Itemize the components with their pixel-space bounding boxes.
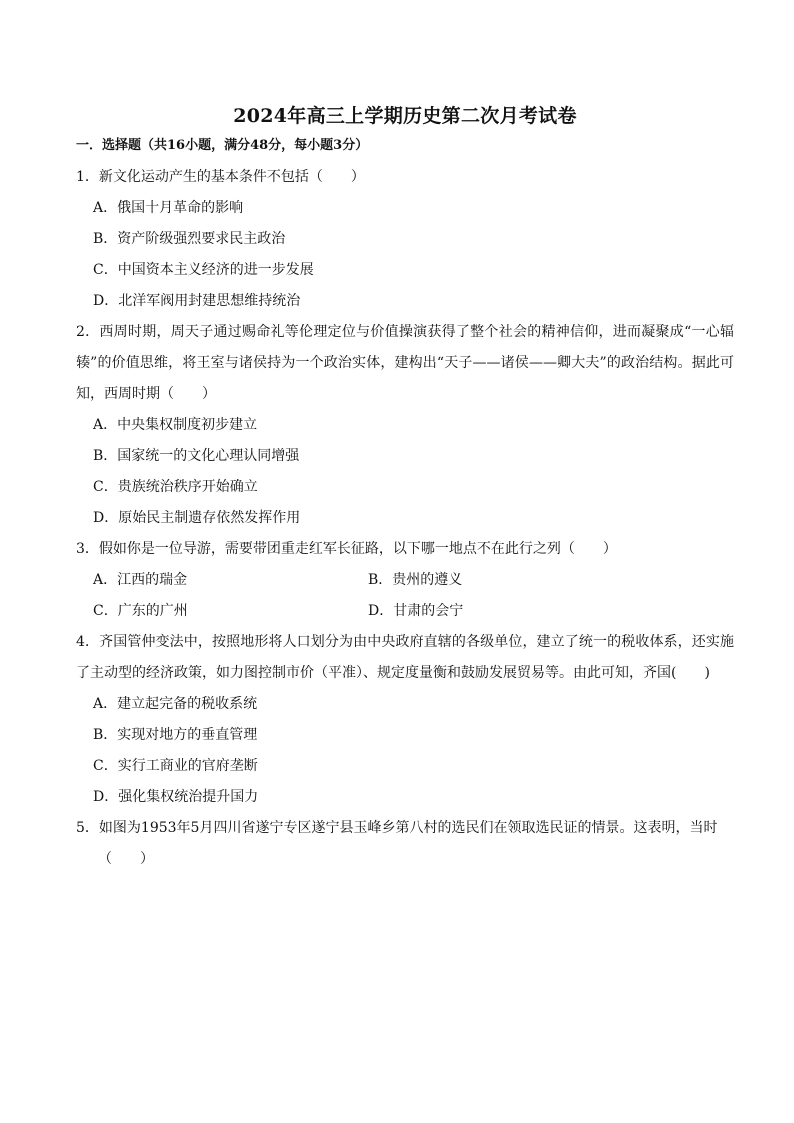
option-row: [93, 596, 734, 627]
option-d: D．原始民主制遗存依然发挥作用: [93, 510, 301, 526]
option-list: [93, 193, 734, 317]
question-stem: 4．齐国管仲变法中，按照地形将人口划分为由中央政府直辖的各级单位，建立了统一的税收体系，还实施了主动型的经济政策，如力图控制市价（平准）、规定度量衡和鼓励发展贸易等。由此可知，齐国( ): [76, 634, 734, 681]
option-list: [93, 689, 734, 813]
option-b: B．资产阶级强烈要求民主政治: [93, 231, 286, 247]
option-a: A．俄国十月革命的影响: [93, 200, 244, 216]
option-list: [93, 565, 734, 627]
option-b: B．国家统一的文化心理认同增强: [93, 448, 300, 464]
question-4: [76, 627, 734, 813]
option-b: B．实现对地方的垂直管理: [93, 727, 258, 743]
option-c: C．实行工商业的官府垄断: [93, 758, 258, 774]
option-row: [93, 565, 734, 596]
question-stem: [76, 813, 734, 844]
option-c: C．贵族统治秩序开始确立: [93, 479, 258, 495]
option-c: C．广东的广州: [93, 603, 188, 619]
question-stem: 1．新文化运动产生的基本条件不包括（ ）: [76, 169, 365, 185]
question-stem-text: 5．如图为1953年5月四川省遂宁专区遂宁县玉峰乡第八村的选民们在领取选民证的情景。这表明，当时: [76, 820, 718, 836]
section-header: 一．选择题（共16小题，满分48分，每小题3分）: [76, 138, 369, 153]
exam-title: 2024年高三上学期历史第二次月考试卷: [233, 105, 577, 127]
option-d: D．北洋军阀用封建思想维持统治: [93, 293, 301, 309]
answer-blank: （ ）: [98, 851, 154, 867]
option-b: B．贵州的遵义: [368, 572, 463, 588]
option-d: D．强化集权统治提升国力: [93, 789, 259, 805]
question-stem: 2．西周时期，周天子通过赐命礼等伦理定位与价值操演获得了整个社会的精神信仰，进而凝聚成“一心辐辏”的价值思维，将王室与诸侯持为一个政治实体，建构出“天子——诸侯——卿大夫”的政治结构。据此可知，西周时期（ ）: [76, 324, 734, 402]
question-3: [76, 534, 734, 627]
option-list: [93, 410, 734, 534]
question-2: [76, 317, 734, 534]
question-1: [76, 162, 734, 317]
question-5: [76, 813, 734, 875]
option-a: A．江西的瑞金: [93, 572, 188, 588]
question-stem: 3．假如你是一位导游，需要带团重走红军长征路，以下哪一地点不在此行之列（ ）: [76, 541, 617, 557]
option-d: D．甘肃的会宁: [368, 603, 464, 619]
option-a: A．中央集权制度初步建立: [93, 417, 258, 433]
option-c: C．中国资本主义经济的进一步发展: [93, 262, 314, 278]
option-a: A．建立起完备的税收系统: [93, 696, 258, 712]
